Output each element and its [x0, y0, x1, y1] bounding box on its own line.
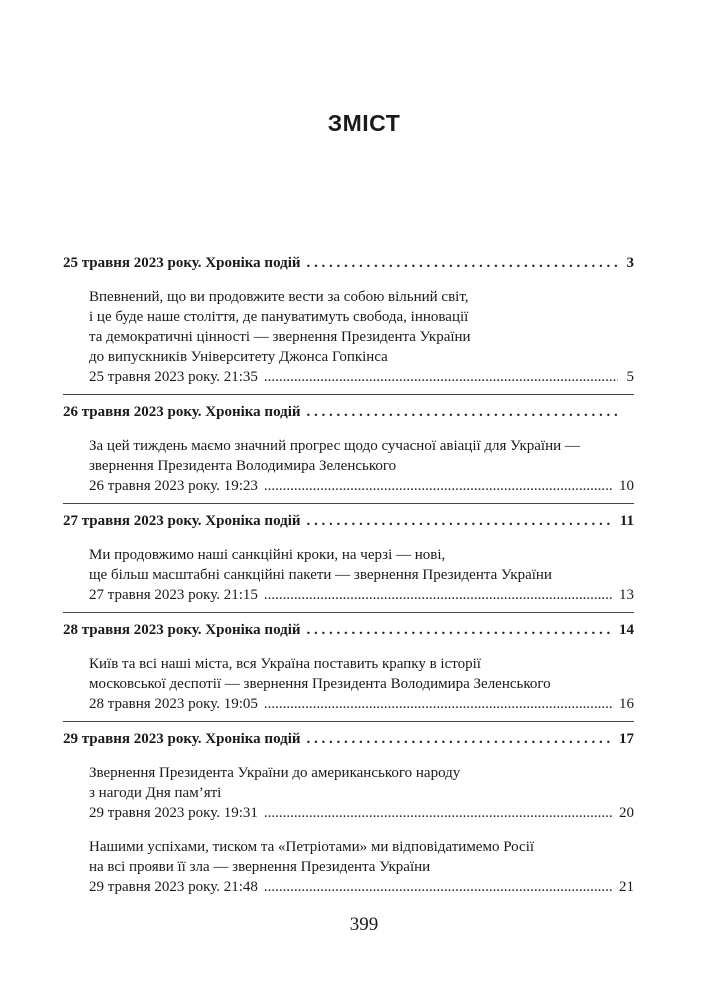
entry-title-line: ще більш масштабні санкційні пакети — звернення Президента України [89, 567, 552, 583]
section-heading-text: 28 травня 2023 року. Хроніка подій [63, 622, 301, 638]
section-heading-text: 25 травня 2023 року. Хроніка подій [63, 255, 301, 271]
entry-title-line: звернення Президента Володимира Зеленського [89, 458, 397, 474]
entry-date-line [89, 585, 634, 605]
dot-leader [307, 511, 614, 531]
entry-date: 28 травня 2023 року. 19:05 [89, 696, 258, 712]
entry-page-number: 21 [619, 879, 634, 895]
entry-date: 29 травня 2023 року. 21:48 [89, 879, 258, 895]
entry-page-number: 13 [619, 587, 634, 603]
entry-title-line: Нашими успіхами, тиском та «Петріотами» ми відповідатимемо Росії [89, 839, 535, 855]
dot-leader [307, 402, 618, 422]
toc-entry [89, 763, 634, 823]
section-page-number: 3 [626, 255, 634, 271]
dot-leader [307, 729, 613, 749]
section-page-number: 17 [619, 731, 634, 747]
entry-title-line: до випускників Університету Джонса Гопкінса [89, 349, 388, 365]
entry-date-line [89, 367, 634, 387]
entry-title-line: Київ та всі наші міста, вся Україна поставить крапку в історії [89, 656, 481, 672]
entry-date: 26 травня 2023 року. 19:23 [89, 478, 258, 494]
entry-date: 29 травня 2023 року. 19:31 [89, 805, 258, 821]
entry-title-line: і це буде наше століття, де пануватимуть свобода, інновації [89, 309, 469, 325]
entry-title-line: За цей тиждень маємо значний прогрес щодо сучасної авіації для України — [89, 438, 580, 454]
section-page-number: 14 [619, 622, 634, 638]
entry-date: 27 травня 2023 року. 21:15 [89, 587, 258, 603]
entry-date: 25 травня 2023 року. 21:35 [89, 369, 258, 385]
entry-title-line: та демократичні цінності — звернення Президента України [89, 329, 471, 345]
entry-date-line [89, 694, 634, 714]
entry-date-line [89, 476, 634, 496]
dot-leader [264, 585, 613, 605]
entry-title-line: з нагоди Дня пам’яті [89, 785, 222, 801]
toc-entry [89, 436, 634, 496]
entry-page-number: 10 [619, 478, 634, 494]
dot-leader [264, 803, 613, 823]
section-heading-text: 26 травня 2023 року. Хроніка подій [63, 404, 301, 420]
toc-section-heading [63, 402, 634, 422]
entry-page-number: 5 [626, 369, 634, 385]
dot-leader [307, 620, 613, 640]
toc-section-heading [63, 729, 634, 749]
entry-page-number: 16 [619, 696, 634, 712]
toc-section-heading [63, 620, 634, 640]
entry-title-line: на всі прояви її зла — звернення Президента України [89, 859, 431, 875]
section-page-number: 11 [619, 513, 634, 529]
dot-leader [264, 877, 613, 897]
table-of-contents [63, 253, 634, 897]
toc-section-heading [63, 253, 634, 273]
entry-date-line [89, 877, 634, 897]
toc-section-heading [63, 511, 634, 531]
entry-title-line: Ми продовжимо наші санкційні кроки, на черзі — нові, [89, 547, 446, 563]
entry-date-line [89, 803, 634, 823]
dot-leader [264, 694, 613, 714]
section-heading-text: 27 травня 2023 року. Хроніка подій [63, 513, 301, 529]
entry-title-line: московської деспотії — звернення Президента Володимира Зеленського [89, 676, 551, 692]
entry-title-line: Впевнений, що ви продовжите вести за собою вільний світ, [89, 289, 469, 305]
page-number: 399 [349, 914, 379, 935]
entry-title-line: Звернення Президента України до американського народу [89, 765, 461, 781]
dot-leader [264, 367, 618, 387]
page-title: ЗМІСТ [327, 110, 401, 136]
toc-entry [89, 287, 634, 387]
toc-entry [89, 837, 634, 897]
toc-entry [89, 654, 634, 714]
entry-page-number: 20 [619, 805, 634, 821]
dot-leader [307, 253, 618, 273]
dot-leader [264, 476, 613, 496]
toc-entry [89, 545, 634, 605]
section-heading-text: 29 травня 2023 року. Хроніка подій [63, 731, 301, 747]
